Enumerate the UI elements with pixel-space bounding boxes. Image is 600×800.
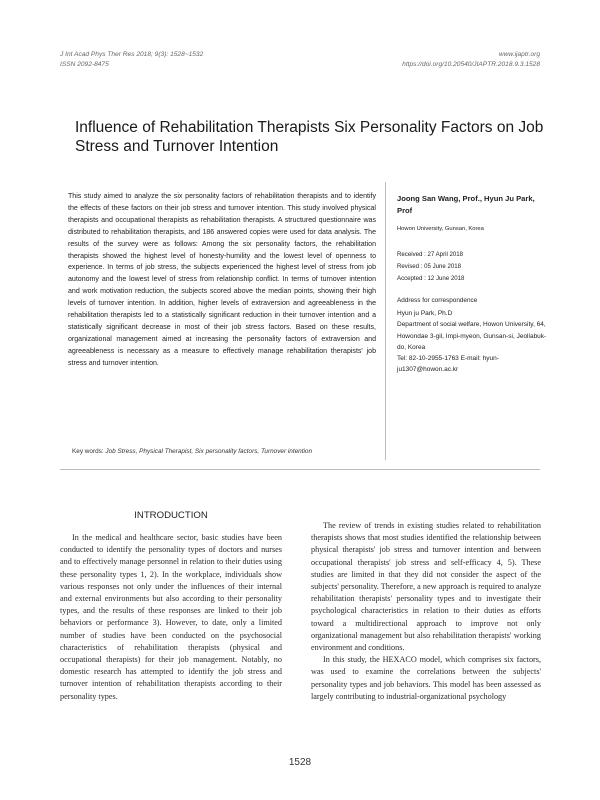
journal-header-right — [402, 50, 540, 70]
affiliation: Howon University, Gunsan, Korea — [397, 226, 484, 232]
introduction-heading: INTRODUCTION — [134, 510, 208, 521]
section-divider — [60, 469, 540, 470]
correspondence-label: Address for correspondence — [397, 297, 478, 304]
issn: ISSN 2092-8475 — [60, 61, 109, 68]
keywords-label: Key words: — [72, 448, 104, 455]
journal-website: www.ijaptr.org — [498, 51, 540, 58]
correspondence-details — [397, 308, 547, 376]
body-column-left — [60, 532, 282, 703]
article-info-sidebar — [397, 193, 547, 376]
intro-paragraph-1: In the medical and healthcare sector, basic studies have been conducted to identify the personality types of doctors and nurses and to effectively manage personnel in relation to their duties using these personality types 1, 2). In the workplace, individuals show various responses not only under the influences of their internal and external environments but also according to their personality types, and the results of these responses are linked to their job behaviors or performance 3). However, to date, only a limited number of studies have been conducted on the psychosocial characteristics of rehabilitation therapists (physical and occupational therapists) for their job management. Notably, no domestic research has attempted to identify the job stress and turnover intention of rehabilitation therapists according to their personality types. — [60, 533, 282, 701]
page-number: 1528 — [288, 757, 312, 768]
body-column-right — [311, 520, 541, 703]
received-date: Received : 27 April 2018 — [397, 251, 464, 258]
accepted-date: Accepted : 12 June 2018 — [397, 275, 465, 282]
correspondence-contact: Tel: 82-10-2955-1763 E-mail: hyun-ju1307@howon.ac.kr — [397, 355, 499, 374]
abstract-text: This study aimed to analyze the six personality factors of rehabilitation therapists and to identify the effects of these factors on their job stress and turnover intention. This study involved physical therapists and occupational therapists as rehabilitation therapists. A structured questionnaire was distributed to rehabilitation therapists, and 186 answered copies were used for data analysis. The results of the survey were as follows: Among the six personality factors, the rehabilitation therapists showed the highest level of honesty-humility and the lowest level of openness to experience. In terms of job stress, the subjects experienced the highest level of stress from job autonomy and the lowest level of stress from relationship conflict. In terms of turnover intention and work motivation reduction, the subjects scored above the median points, showing their high levels of turnover intention. In addition, higher levels of extraversion and agreeableness in the rehabilitation therapists led to a statistically significant reduction in their turnover intention and a statistically significant decrease in most of their job stress factors. Based on these results, organizational management aimed at increasing the personality factors of extraversion and agreeableness is necessary as a measure to effectively manage rehabilitation therapists' job stress and turnover intention. — [68, 193, 376, 367]
article-dates — [397, 249, 547, 285]
correspondence-name: Hyun ju Park, Ph.D — [397, 310, 453, 317]
doi-link[interactable]: https://doi.org/10.20540/JIAPTR.2018.9.3.1528 — [402, 61, 540, 68]
keywords-values: Job Stress, Physical Therapist, Six personality factors, Turnover intention — [105, 448, 313, 455]
revised-date: Revised : 05 June 2018 — [397, 263, 462, 270]
correspondence-address: Department of social welfare, Howon University, 64, Howondae 3-gil, Impi-myeon, Gunsan-si, Jeollabuk-do, Korea — [397, 321, 547, 351]
journal-header-left — [60, 50, 203, 70]
authors: Joong San Wang, Prof., Hyun Ju Park, Prof — [397, 194, 535, 215]
journal-citation: J Int Acad Phys Ther Res 2018; 9(3): 1528~1532 — [60, 51, 204, 58]
abstract-box — [60, 182, 386, 460]
intro-paragraph-3: In this study, the HEXACO model, which comprises six factors, was used to examine the correlations between the subjects' personality types and job behaviors. This model has been assessed as largely contributing to industrial-organizational psychology — [311, 655, 541, 701]
article-title: Influence of Rehabilitation Therapists Six Personality Factors on Job Stress and Turnover Intention — [75, 119, 544, 155]
intro-paragraph-2: The review of trends in existing studies related to rehabilitation therapists shows that most studies identified the relationship between physical therapists' job stress and turnover intention and between occupational therapists' job stress and self-efficacy 4, 5). These studies are limited in that they did not consider the aspect of the subjects' personality. Therefore, a new approach is required to analyze rehabilitation therapists' personality types and to investigate their psychological characteristics in relation to their duties as efforts toward a multidirectional approach to improve not only organizational management but also rehabilitation therapists' working environment and conditions. — [311, 521, 541, 653]
keywords — [72, 447, 392, 457]
